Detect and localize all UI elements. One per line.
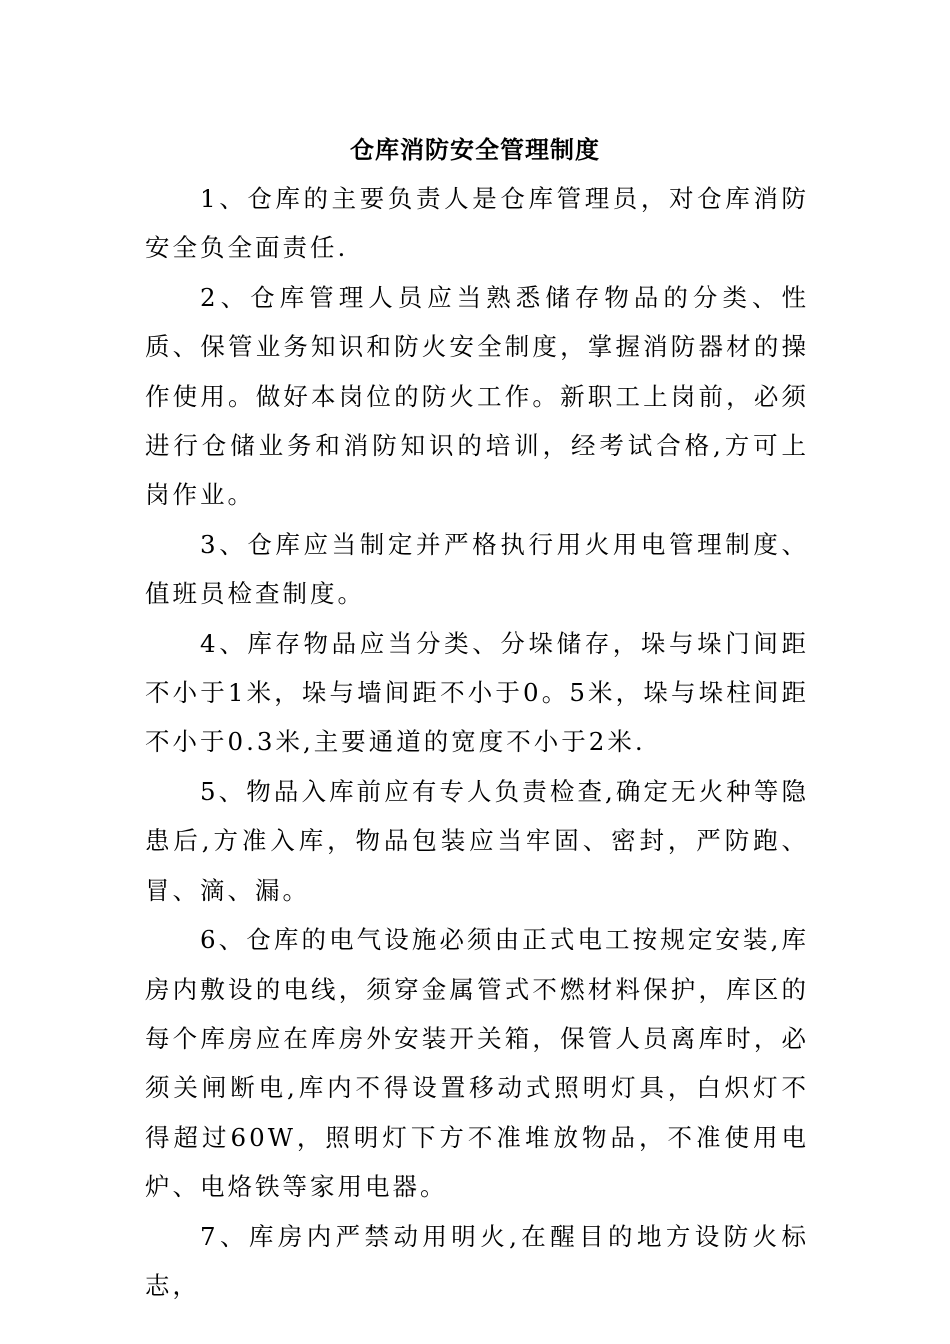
paragraph-1: 1、仓库的主要负责人是仓库管理员，对仓库消防安全负全面责任. [145,184,809,263]
paragraph-6: 6、仓库的电气设施必须由正式电工按规定安装,库房内敷设的电线，须穿金属管式不燃材料保护，库区的每个库房应在库房外安装开关箱，保管人员离库时，必须关闸断电,库内不得设置移动式照明灯具，白炽灯不得超过60W，照明灯下方不准堆放物品，不准使用电炉、电烙铁等家用电器。 [145,925,809,1202]
paragraph-5: 5、物品入库前应有专人负责检查,确定无火种等隐患后,方准入库，物品包装应当牢固、密封，严防跑、冒、滴、漏。 [145,776,809,905]
document-body [145,174,809,1310]
document-title: 仓库消防安全管理制度 [350,135,600,164]
paragraph-2: 2、仓库管理人员应当熟悉储存物品的分类、性质、保管业务知识和防火安全制度，掌握消防器材的操作使用。做好本岗位的防火工作。新职工上岗前，必须进行仓储业务和消防知识的培训，经考试合格,方可上岗作业。 [145,282,809,510]
paragraph-7: 7、库房内严禁动用明火,在醒目的地方设防火标志， [145,1221,809,1300]
paragraph-4: 4、库存物品应当分类、分垛储存，垛与垛门间距不小于1米，垛与墙间距不小于0。5米，垛与垛柱间距不小于0.3米,主要通道的宽度不小于2米. [145,628,809,757]
paragraph-3: 3、仓库应当制定并严格执行用火用电管理制度、值班员检查制度。 [145,529,809,609]
